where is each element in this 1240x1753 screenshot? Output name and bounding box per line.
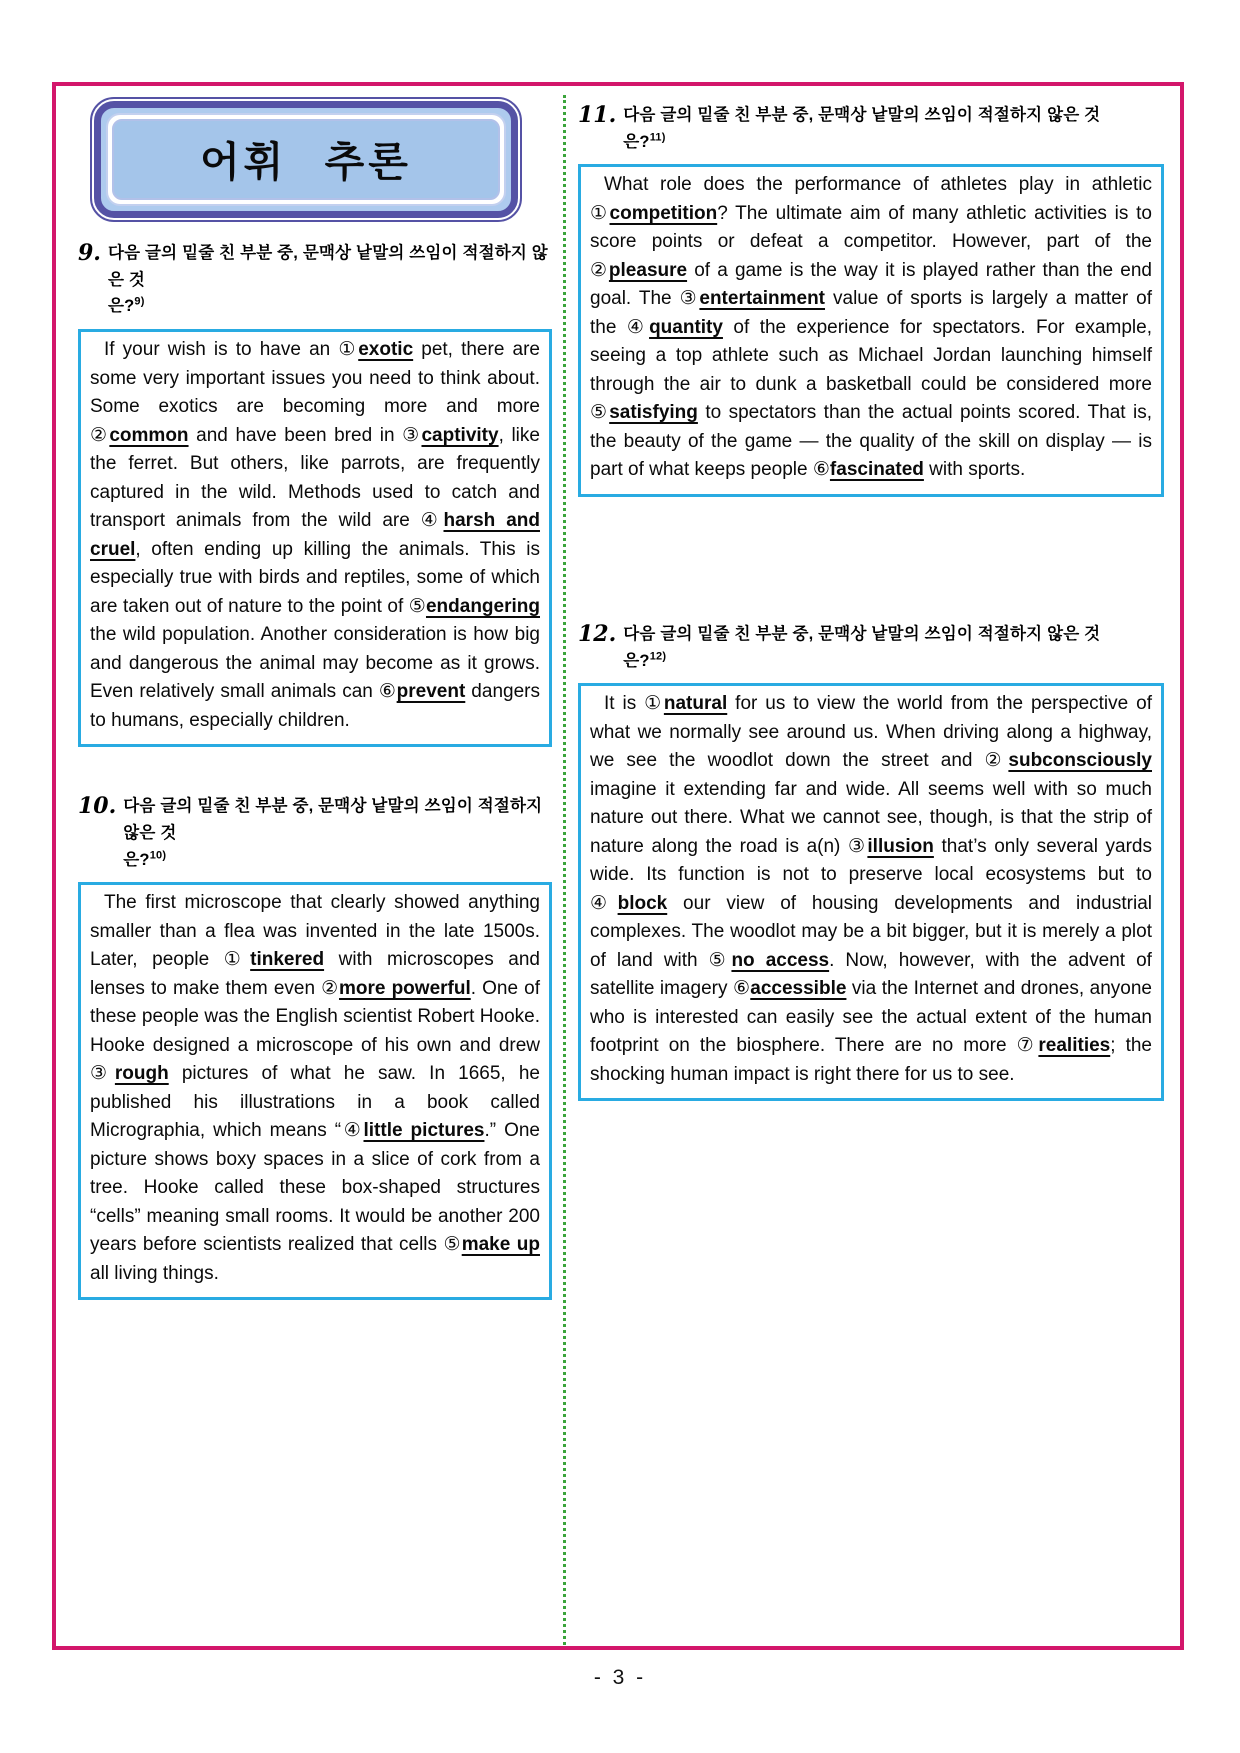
- title-banner-inner-ring: [106, 113, 506, 206]
- title-banner-outer-ring: [90, 97, 522, 222]
- passage-text: If your wish is to have an ①exotic pet, there are some very important issues you need to think about. Some exotics are becoming more and more ②common and have been bred in ③captivity, like the ferret. But others, like parrots, are frequently captured in the wild. Methods used to catch and transport animals from the wild are ④harsh and cruel, often ending up killing the animals. This is especially true with birds and reptiles, some of which are taken out of nature to the point of ⑤endangering the wild population. Another consideration is how big and dangerous the animal may become as it grows. Even relatively small animals can ⑥prevent dangers to humans, especially children.: [90, 339, 540, 731]
- passage-text: What role does the performance of athletes play in athletic ①competition? The ultimate aim of many athletic activities is to score points or defeat a competitor. However, part of the ②pleasure of a game is the way it is played rather than the end goal. The ③entertainment value of sports is largely a matter of the ④quantity of the experience for spectators. For example, seeing a top athlete such as Michael Jordan launching himself through the air to dunk a basketball could be considered more ⑤satisfying to spectators than the actual points scored. That is, the beauty of the game — the quality of the skill on display — is part of what keeps people ⑥fascinated with sports.: [590, 174, 1152, 481]
- question-10-passage-box: [78, 882, 552, 1300]
- question-9: [78, 240, 552, 747]
- question-9-passage-box: [78, 329, 552, 747]
- column-divider: [563, 95, 566, 1645]
- footnote-marker: 9): [134, 295, 145, 308]
- section-title-banner: [90, 97, 522, 222]
- footnote-marker: 11): [649, 131, 666, 144]
- question-10-prompt: [78, 793, 552, 873]
- question-number: 11.: [578, 102, 617, 128]
- title-banner-mid-ring: [94, 101, 518, 218]
- question-number: 10.: [78, 793, 117, 820]
- left-column: [78, 240, 552, 1300]
- section-title: 어휘 추론: [200, 139, 412, 185]
- question-12: [578, 621, 1164, 1101]
- question-number: 9.: [78, 240, 101, 266]
- question-11: [578, 102, 1164, 497]
- title-banner-fill: [112, 119, 500, 200]
- question-12-prompt: [578, 621, 1164, 674]
- right-column: [578, 102, 1164, 1101]
- question-prompt-text: 다음 글의 밑줄 친 부분 중, 문맥상 낱말의 쓰임이 적절하지 않은 것 은?$^{10)}$: [123, 797, 543, 869]
- passage-text: It is ①natural for us to view the world from the perspective of what we normally see around us. When driving along a highway, we see the woodlot down the street and ②subconsciously imagine it extending far and wide. All seems well with so much nature out there. What we cannot see, though, is that the strip of nature along the road is a(n) ③illusion that’s only several yards wide. Its function is not to preserve local ecosystems but to ④block our view of housing developments and industrial complexes. The woodlot may be a bit bigger, but it is merely a plot of land with ⑤no access. Now, however, with the advent of satellite imagery ⑥accessible via the Internet and drones, anyone who is interested can easily see the actual extent of the human footprint on the biosphere. There are no more ⑦realities; the shocking human impact is right there for us to see.: [590, 693, 1152, 1085]
- footnote-marker: 12): [649, 650, 667, 663]
- question-10: [78, 793, 552, 1300]
- question-9-prompt: [78, 240, 552, 320]
- page-number: - 3 -: [593, 1666, 647, 1689]
- question-number: 12.: [578, 620, 617, 647]
- question-12-passage-box: [578, 683, 1164, 1101]
- passage-text: The first microscope that clearly showed anything smaller than a flea was invented in the late 1500s. Later, people ①tinkered with microscopes and lenses to make them even ②more powerful. One of these people was the English scientist Robert Hooke. Hooke designed a microscope of his own and drew ③rough pictures of what he saw. In 1665, he published his illustrations in a book called Micrographia, which means “④little pictures.” One picture shows boxy spaces in a slice of cork from a tree. Hooke called these box-shaped structures “cells” meaning small rooms. It would be another 200 years before scientists realized that cells ⑤make up all living things.: [90, 892, 540, 1284]
- question-prompt-text: 다음 글의 밑줄 친 부분 중, 문맥상 낱말의 쓰임이 적절하지 않은 것 은?$^{12)}$: [623, 624, 1101, 670]
- question-prompt-text: 다음 글의 밑줄 친 부분 중, 문맥상 낱말의 쓰임이 적절하지 않은 것 은?$^{9)}$: [107, 244, 548, 316]
- footnote-marker: 10): [149, 849, 167, 862]
- question-11-passage-box: [578, 164, 1164, 497]
- question-prompt-text: 다음 글의 밑줄 친 부분 중, 문맥상 낱말의 쓰임이 적절하지 않은 것 은?$^{11)}$: [623, 106, 1101, 151]
- question-11-prompt: [578, 102, 1164, 155]
